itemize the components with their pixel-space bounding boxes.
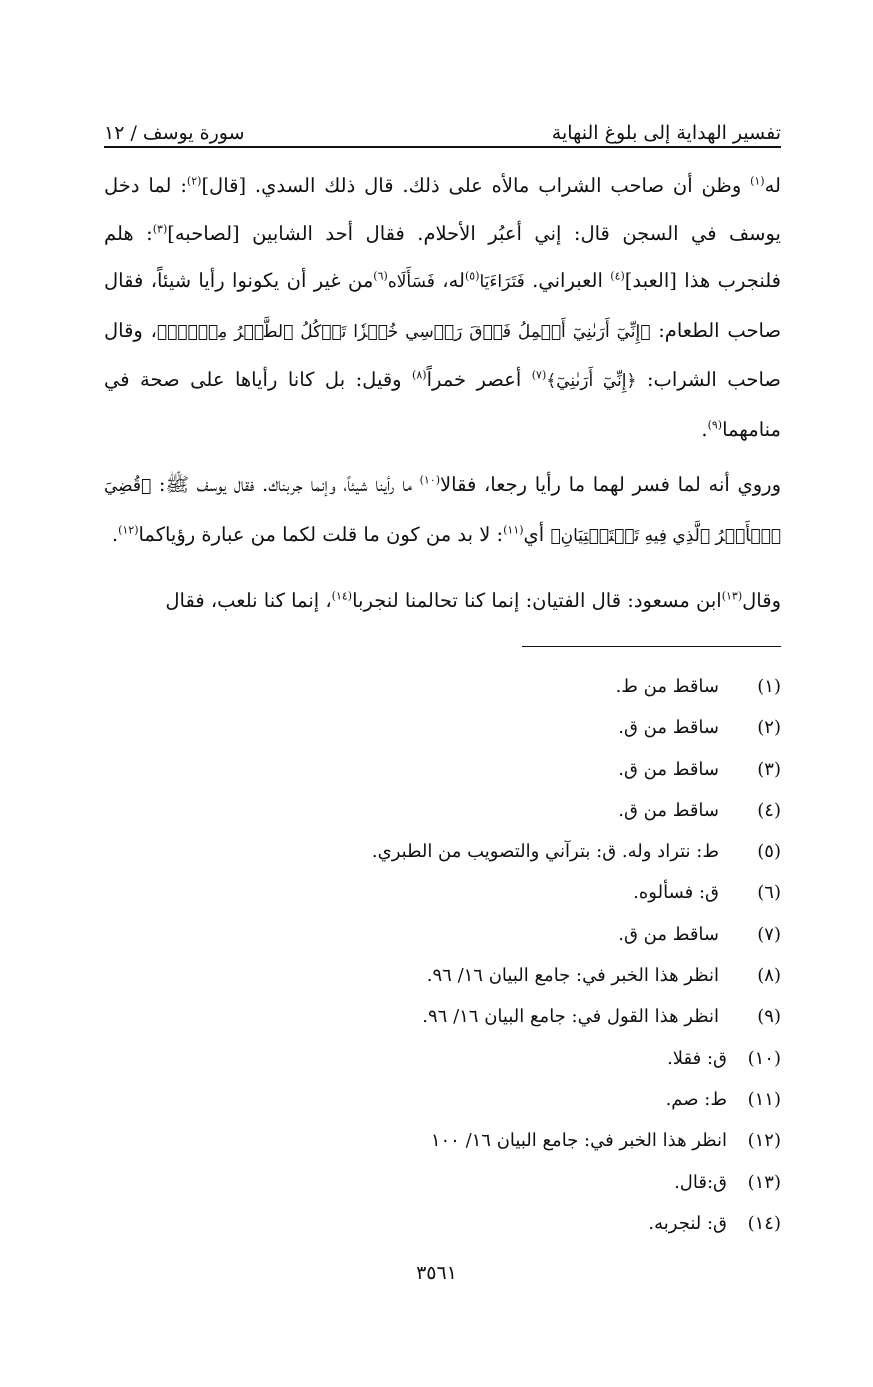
quran-verse: ﴿إِنِّيٓ أَرَىٰنِيٓ﴾: [546, 371, 637, 391]
footnote-text: ط: صم.: [665, 1088, 727, 1110]
footnote-ref-3: (٣): [152, 222, 168, 235]
surah-label: سورة يوسف / ١٢: [104, 122, 245, 144]
footnote-text: انظر هذا الخبر في: جامع البيان ١٦/ ١٠٠: [430, 1130, 727, 1152]
footnote-ref-1: (١): [750, 174, 765, 188]
footnote-text: ساقط من ق.: [618, 799, 719, 821]
footnote-item: [104, 1038, 781, 1079]
footnotes-list: [104, 666, 781, 1244]
text-run: وقال: [742, 589, 781, 612]
text-run: ابن مسعود: قال الفتيان: إنما كنا تحالمنا لنجربا: [352, 589, 722, 612]
footnote-ref-9: (٩): [707, 418, 723, 431]
footnote-number: (١٠): [747, 1047, 781, 1069]
footnote-text: ق: فسألوه.: [633, 882, 719, 904]
paragraph-2: [104, 461, 781, 560]
quran-word: فَسَأَلَاه: [387, 272, 435, 292]
quran-word: فَتَرَاءَيَا: [479, 272, 525, 292]
text-run: : لا بد من كون ما قلت لكما من عبارة رؤياكما: [138, 522, 504, 546]
page-number: ٣٥٦١: [416, 1262, 457, 1284]
text-run: العبراني.: [524, 269, 611, 292]
main-text: [104, 162, 781, 625]
footnote-item: [104, 831, 781, 872]
footnote-separator: [522, 646, 781, 647]
footnote-ref-11: (١١): [503, 523, 524, 536]
text-run: ، إنما كنا نلعب، فقال: [165, 589, 332, 612]
footnote-text: ق: فقلا.: [667, 1047, 727, 1069]
footnote-item: [104, 872, 781, 913]
footnote-number: (٣): [757, 758, 781, 780]
text-run: .: [701, 417, 708, 441]
footnote-item: [104, 1120, 781, 1161]
quran-verse: ﴿إِنِّيٓ أَرَىٰنِيٓ أَحۡمِلُ فَوۡقَ رَأۡسِي خُبۡزٗا تَأۡكُلُ ٱلطَّيۡرُ مِنۡهُۖ﴾: [156, 321, 651, 342]
footnote-ref-7: (٧): [531, 368, 547, 382]
footnote-item: [104, 1162, 781, 1203]
footnote-item: [104, 955, 781, 996]
text-run: وروي أنه لما فسر لهما ما رأيا رجعا، فقالا: [440, 473, 781, 496]
footnote-ref-12: (١٢): [118, 523, 139, 536]
footnote-text: انظر هذا القول في: جامع البيان ١٦/ ٩٦.: [422, 1006, 719, 1028]
footnote-text: ساقط من ق.: [618, 758, 719, 780]
footnote-number: (١): [757, 676, 781, 697]
footnote-ref-2: (٢): [186, 174, 202, 188]
text-run: ما رأينا شيئاً، وإنما جربناك. فقال يوسف ﷺ:: [151, 473, 420, 496]
footnote-text: انظر هذا الخبر في: جامع البيان ١٦/ ٩٦.: [426, 965, 719, 987]
footnote-text: ساقط من ق.: [618, 923, 719, 945]
paragraph-3: [104, 577, 781, 625]
text-run: من غير أن يكونوا رأيا شيئاً، فقال صاحب الطعام:: [104, 269, 782, 342]
footnote-number: (٥): [757, 841, 781, 863]
footnote-item: [104, 996, 781, 1037]
text-run: أي: [523, 522, 551, 546]
text-run: : هلم فلنجرب هذا [العبد]: [104, 221, 781, 292]
footnote-number: (٨): [757, 965, 781, 987]
text-run: .: [111, 522, 119, 546]
footnote-number: (١١): [747, 1088, 781, 1110]
text-run: وقيل: بل كانا رأياها على صحة في منامهما: [104, 368, 781, 441]
footnote-item: [104, 707, 781, 748]
footnote-number: (٤): [757, 799, 781, 821]
footnote-number: (٢): [757, 717, 781, 739]
footnote-text: ق:قال.: [674, 1171, 727, 1193]
book-title: تفسير الهداية إلى بلوغ النهاية: [551, 122, 781, 144]
footnote-number: (١٢): [747, 1130, 781, 1152]
text-run: له: [764, 174, 781, 197]
text-run: له،: [434, 269, 465, 292]
footnote-number: (٩): [757, 1006, 781, 1028]
footnote-text: ق: لنجربه.: [648, 1212, 727, 1234]
footnote-number: (٧): [757, 923, 781, 945]
text-run: : لما دخل يوسف في السجن قال: إني أعبُر الأحلام. فقال أحد الشابين [لصاحبه]: [104, 174, 781, 245]
footnote-ref-14: (١٤): [331, 589, 353, 603]
footnote-number: (١٣): [747, 1171, 781, 1193]
footnote-item: [104, 914, 781, 955]
quran-verse: ﴿قُضِيَ ٱلۡأَمۡرُ ٱلَّذِي فِيهِ تَسۡتَفۡتِيَانِ﴾: [104, 476, 781, 546]
footnote-number: (٦): [757, 882, 781, 904]
footnote-item: [104, 790, 781, 831]
footnote-item: [104, 666, 781, 707]
footnote-ref-5: (٥): [464, 269, 480, 283]
paragraph-1: [104, 162, 781, 453]
footnote-number: (١٤): [747, 1212, 781, 1234]
footnote-item: [104, 1079, 781, 1120]
footnote-ref-8: (٨): [412, 368, 427, 382]
footnote-item: [104, 1203, 781, 1244]
footnote-ref-4: (٤): [610, 269, 625, 283]
footnote-ref-13: (١٣): [721, 589, 743, 603]
footnote-text: ساقط من ط.: [615, 676, 719, 697]
text-run: أعصر خمراً: [426, 368, 532, 391]
footnote-text: ساقط من ق.: [618, 717, 719, 739]
footnote-text: ط: نتراد وله. ق: بترآني والتصويب من الطبري.: [371, 841, 719, 863]
footnote-ref-6: (٦): [373, 269, 388, 283]
text-run: وظن أن صاحب الشراب مالأه على ذلك. قال ذلك السدي. [قال]: [201, 174, 751, 197]
footnote-item: [104, 749, 781, 790]
text-run: ، وقال صاحب الشراب:: [104, 318, 781, 391]
running-header: [104, 104, 781, 144]
footnote-ref-10: (١٠): [419, 473, 441, 487]
header-rule: [104, 146, 781, 148]
